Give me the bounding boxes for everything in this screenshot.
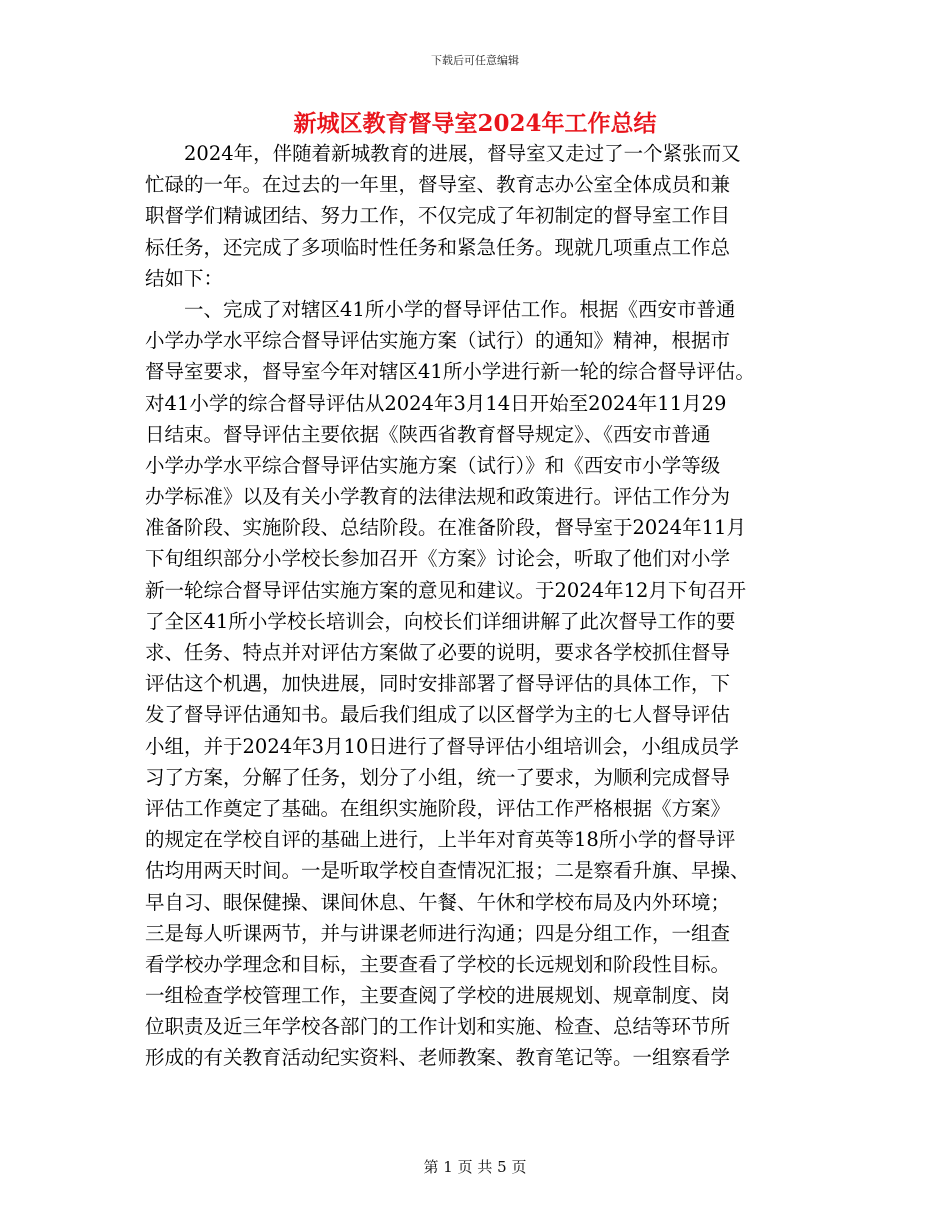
body-line: 忙碌的一年。在过去的一年里，督导室、教育志办公室全体成员和兼 — [145, 173, 731, 197]
body-line: 估均用两天时间。一是听取学校自查情况汇报；二是察看升旗、早操、 — [145, 859, 750, 883]
body-line: 日结束。督导评估主要依据《陕西省教育督导规定》、《西安市普通 — [145, 422, 711, 446]
body-line: 位职责及近三年学校各部门的工作计划和实施、检查、总结等环节所 — [145, 1015, 731, 1039]
body-line: 评估工作奠定了基础。在组织实施阶段，评估工作严格根据《方案》 — [145, 796, 731, 820]
body-line: 评估这个机遇，加快进展，同时安排部署了督导评估的具体工作，下 — [145, 672, 731, 696]
body-line: 一、完成了对辖区41所小学的督导评估工作。根据《西安市普通 — [145, 297, 736, 321]
body-line: 一组检查学校管理工作，主要查阅了学校的进展规划、规章制度、岗 — [145, 984, 731, 1008]
body-line: 下旬组织部分小学校长参加召开《方案》讨论会，听取了他们对小学 — [145, 547, 731, 571]
body-line: 的规定在学校自评的基础上进行，上半年对育英等18所小学的督导评 — [145, 828, 736, 852]
body-line: 2024年，伴随着新城教育的进展，督导室又走过了一个紧张而又 — [145, 142, 741, 165]
body-line: 早自习、眼保健操、课间休息、午餐、午休和学校布局及内外环境； — [145, 890, 731, 914]
document-title: 新城区教育督导室2024年工作总结 — [293, 110, 657, 137]
body-line: 新一轮综合督导评估实施方案的意见和建议。于2024年12月下旬召开 — [145, 578, 746, 602]
body-line: 小组，并于2024年3月10日进行了督导评估小组培训会，小组成员学 — [145, 734, 739, 758]
body-line: 结如下： — [145, 266, 224, 290]
body-line: 对41小学的综合督导评估从2024年3月14日开始至2024年11月29 — [145, 391, 727, 415]
body-line: 了全区41所小学校长培训会，向校长们详细讲解了此次督导工作的要 — [145, 609, 736, 633]
page-number: 第 1 页 共 5 页 — [423, 1158, 527, 1176]
body-line: 标任务，还完成了多项临时性任务和紧急任务。现就几项重点工作总 — [145, 235, 731, 259]
body-line: 习了方案，分解了任务，划分了小组，统一了要求，为顺利完成督导 — [145, 765, 731, 789]
body-line: 小学办学水平综合督导评估实施方案（试行）》和《西安市小学等级 — [145, 453, 721, 477]
document-body — [145, 138, 810, 1074]
body-line: 三是每人听课两节，并与讲课老师进行沟通；四是分组工作，一组查 — [145, 921, 731, 945]
page-header: 下载后可任意编辑 — [431, 54, 519, 67]
body-line: 小学办学水平综合督导评估实施方案（试行）的通知》精神，根据市 — [145, 329, 731, 353]
body-line: 发了督导评估通知书。最后我们组成了以区督学为主的七人督导评估 — [145, 703, 731, 727]
body-line: 督导室要求，督导室今年对辖区41所小学进行新一轮的综合督导评估。 — [145, 360, 755, 384]
body-line: 形成的有关教育活动纪实资料、老师教案、教育笔记等。一组察看学 — [145, 1046, 731, 1070]
body-line: 看学校办学理念和目标，主要查看了学校的长远规划和阶段性目标。 — [145, 952, 731, 976]
body-line: 求、任务、特点并对评估方案做了必要的说明，要求各学校抓住督导 — [145, 641, 731, 664]
body-line: 职督学们精诚团结、努力工作，不仅完成了年初制定的督导室工作目 — [145, 204, 731, 228]
body-line: 办学标准》以及有关小学教育的法律法规和政策进行。评估工作分为 — [145, 485, 731, 509]
body-line: 准备阶段、实施阶段、总结阶段。在准备阶段，督导室于2024年11月 — [145, 516, 746, 540]
